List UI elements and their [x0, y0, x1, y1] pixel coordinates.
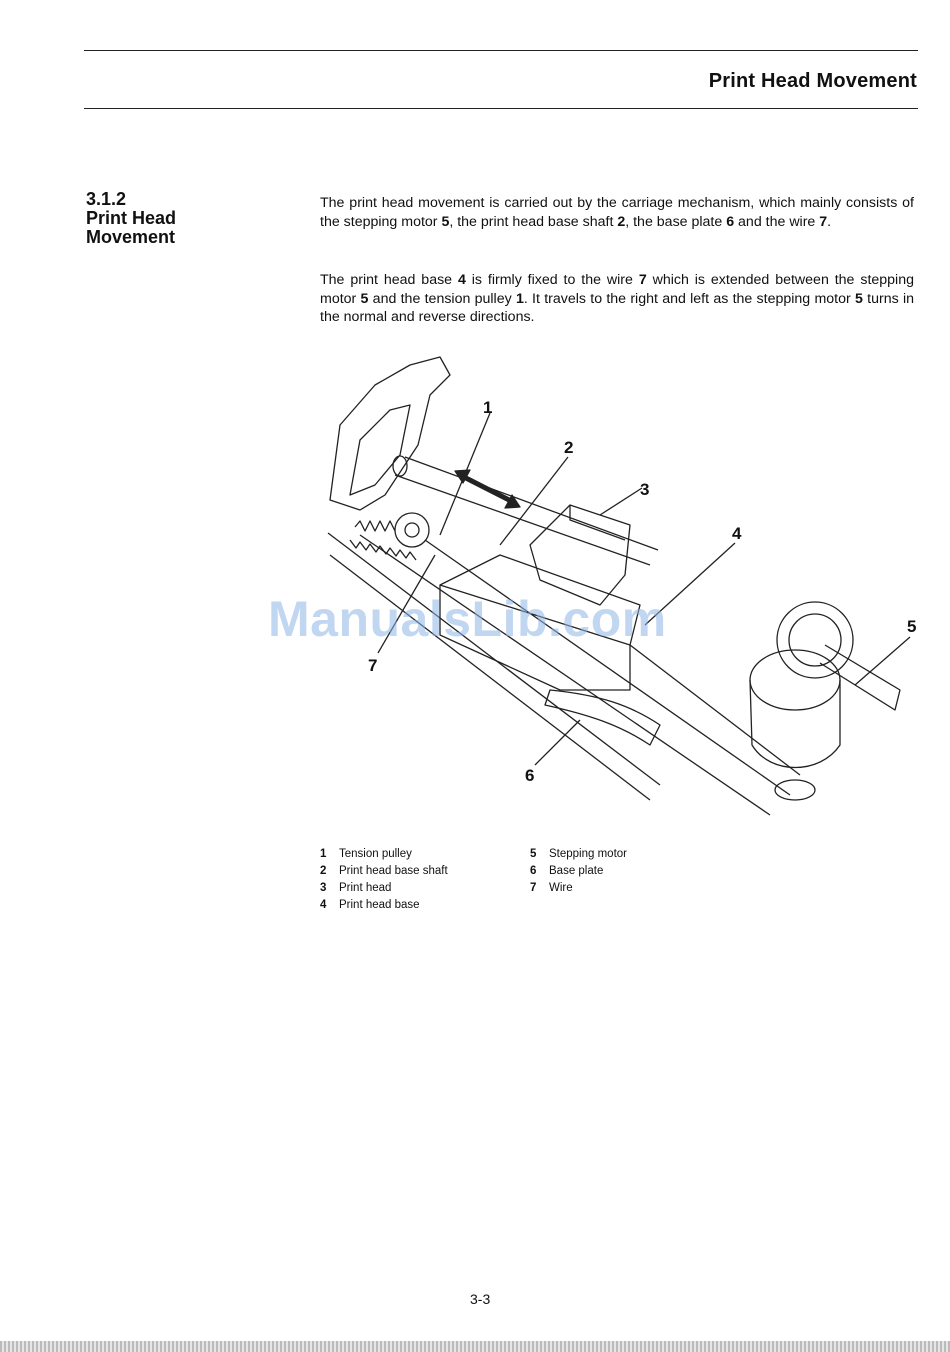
- text-run: and the tension pulley: [368, 290, 516, 307]
- legend-number: 5: [530, 848, 537, 860]
- callout-1: 1: [483, 398, 493, 417]
- legend-item: [530, 863, 627, 880]
- ref-number: 5: [360, 290, 369, 307]
- ref-number: 7: [819, 213, 828, 230]
- legend-number: 4: [320, 899, 327, 911]
- legend-number: 2: [320, 865, 327, 877]
- stepping-motor-top: [750, 650, 840, 710]
- left-frame: [330, 357, 450, 510]
- page-number: 3-3: [470, 1291, 491, 1307]
- base-shaft: [395, 475, 650, 565]
- legend-number: 7: [530, 882, 537, 894]
- legend-label: Stepping motor: [549, 848, 627, 860]
- tension-pulley: [395, 513, 429, 547]
- callout-4: 4: [732, 524, 742, 543]
- legend-label: Print head base: [339, 899, 420, 911]
- page-header-title: Print Head Movement: [708, 70, 917, 92]
- ref-number: 6: [726, 213, 735, 230]
- legend-item: [530, 846, 627, 863]
- section-heading: [86, 190, 176, 247]
- legend-item: [320, 897, 448, 914]
- text-run: which is extended between the stepping motor: [320, 272, 914, 307]
- leader-line-6: [535, 720, 580, 765]
- text-run: and the wire: [734, 213, 820, 230]
- wire: [630, 645, 800, 775]
- paragraph-print-head-base: [320, 271, 914, 327]
- legend-label: Tension pulley: [339, 848, 412, 860]
- ref-number: 5: [854, 290, 863, 307]
- wire: [425, 540, 790, 795]
- carriage-mechanism-illustration: [300, 345, 940, 825]
- leader-line-1: [440, 413, 490, 535]
- text-run: The print head movement is carried out by the carriage mechanism, which mainly consists of the stepping motor: [320, 195, 914, 230]
- text-run: , the base plate: [625, 213, 727, 230]
- legend-column-1: [320, 846, 448, 914]
- legend-number: 3: [320, 882, 327, 894]
- paragraph-carriage-mechanism: [320, 194, 914, 231]
- section-title-line2: Movement: [86, 227, 176, 247]
- ribbon-cable: [545, 690, 660, 745]
- text-run: turns in the normal and reverse directions.: [320, 290, 914, 325]
- motor-pulley: [775, 780, 815, 800]
- scan-edge: [0, 1341, 950, 1352]
- callout-5: 5: [907, 617, 917, 636]
- legend-label: Print head: [339, 882, 392, 894]
- text-run: The print head base: [320, 272, 458, 288]
- section-number: 3.1.2: [86, 189, 127, 209]
- ref-number: 7: [638, 272, 647, 288]
- legend-item: [530, 880, 627, 897]
- text-run: .: [827, 213, 832, 230]
- ref-number: 5: [441, 213, 450, 230]
- left-frame-inner: [350, 405, 410, 495]
- legend-label: Print head base shaft: [339, 865, 448, 877]
- ref-number: 1: [515, 290, 524, 307]
- legend-item: [320, 846, 448, 863]
- tension-spring: [355, 521, 395, 531]
- legend-number: 1: [320, 848, 327, 860]
- legend-label: Base plate: [549, 865, 604, 877]
- motor-gear-inner: [789, 614, 841, 666]
- text-run: is firmly fixed to the wire: [465, 272, 639, 288]
- callout-2: 2: [564, 438, 574, 457]
- motion-arrow: [460, 475, 515, 503]
- section-title-line1: Print Head: [86, 208, 177, 228]
- callout-6: 6: [525, 766, 535, 785]
- header-rule-bottom: [84, 108, 918, 109]
- watermark: ManualsLib.com: [268, 591, 667, 647]
- legend-item: [320, 880, 448, 897]
- text-run: , the print head base shaft: [449, 213, 618, 230]
- header-rule-top: [84, 50, 918, 51]
- legend-column-2: [530, 846, 627, 897]
- stepping-motor-body: [750, 680, 840, 768]
- tension-pulley-hub: [405, 523, 419, 537]
- leader-line-5: [855, 637, 910, 685]
- callout-7: 7: [368, 656, 378, 675]
- callout-3: 3: [640, 480, 650, 499]
- leader-line-3: [600, 488, 642, 515]
- motor-shaft: [820, 645, 900, 710]
- ref-number: 2: [617, 213, 626, 230]
- legend-label: Wire: [549, 882, 573, 894]
- rail-line: [328, 533, 660, 785]
- ref-number: 4: [457, 272, 466, 288]
- legend-item: [320, 863, 448, 880]
- legend-number: 6: [530, 865, 537, 877]
- text-run: . It travels to the right and left as the stepping motor: [523, 290, 855, 307]
